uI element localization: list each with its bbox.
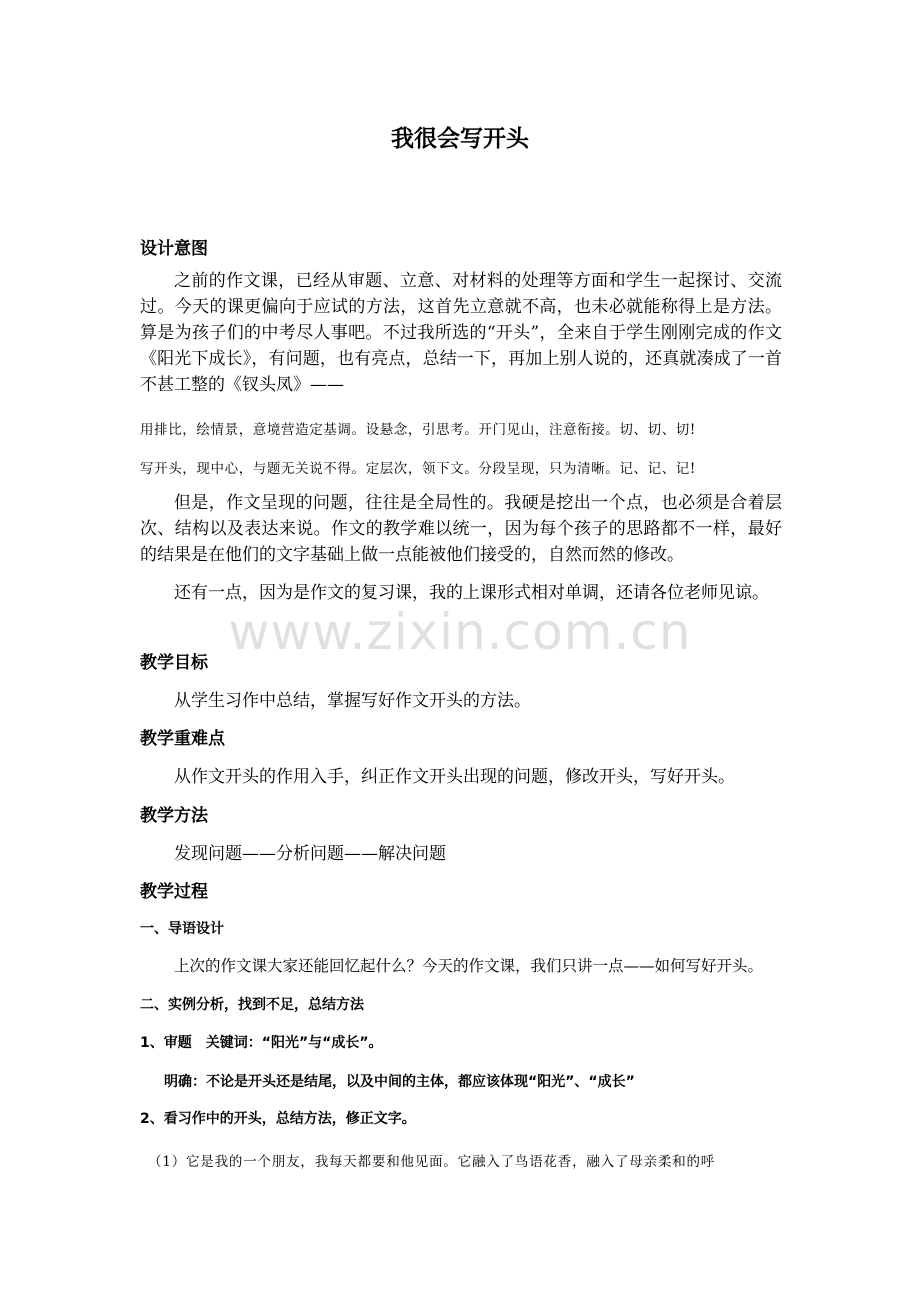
section-heading-design: 设计意图: [140, 239, 208, 259]
watermark: www.zixin.com.cn: [228, 603, 692, 661]
example-item-1: （1）它是我的一个朋友，我每天都要和他见面。它融入了鸟语花香，融入了母亲柔和的呼: [148, 1154, 716, 1170]
method-text: 发现问题——分析问题——解决问题: [174, 844, 446, 864]
section-heading-process: 教学过程: [140, 882, 208, 902]
paragraph-design-problem: 但是，作文呈现的问题，往往是全局性的。我硬是挖出一个点，也必须是合着层次、结构以及表达来说。作文的教学难以统一，因为每个孩子的思路都不一样，最好的结果是在他们的文字基础上做一点能被他们接受的，自然而然的修改。: [140, 493, 782, 565]
paragraph-design-note: 还有一点，因为是作文的复习课，我的上课形式相对单调，还请各位老师见谅。: [174, 583, 769, 603]
goal-text: 从学生习作中总结，掌握写好作文开头的方法。: [174, 691, 531, 711]
step-2-title: 2、看习作中的开头，总结方法，修正文字。: [140, 1111, 416, 1127]
poem-line-2: 写开头，现中心，与题无关说不得。定层次，领下文。分段呈现，只为清晰。记、记、记!: [140, 461, 696, 477]
step-1-note: 明确：不论是开头还是结尾，以及中间的主体，都应该体现“阳光”、“成长”: [164, 1074, 635, 1090]
intro-text: 上次的作文课大家还能回忆起什么？今天的作文课，我们只讲一点——如何写好开头。: [174, 957, 764, 975]
document-title: 我很会写开头: [391, 126, 529, 152]
paragraph-design-intro: 之前的作文课，已经从审题、立意、对材料的处理等方面和学生一起探讨、交流过。今天的课更偏向于应试的方法，这首先立意就不高，也未必就能称得上是方法。算是为孩子们的中考尽人事吧。不过我所选的“开头”，全来自于学生刚刚完成的作文《阳光下成长》，有问题，也有亮点，总结一下，再加上别人说的，还真就凑成了一首不甚工整的《钗头凤》——: [140, 271, 782, 395]
step-1-topic: 1、审题 关键词：“阳光”与“成长”。: [140, 1035, 383, 1051]
key-text: 从作文开头的作用入手，纠正作文开头出现的问题，修改开头，写好开头。: [174, 767, 735, 787]
section-heading-key: 教学重难点: [140, 729, 225, 749]
section-heading-method: 教学方法: [140, 806, 208, 826]
subheading-analysis: 二、实例分析，找到不足，总结方法: [140, 997, 364, 1013]
section-heading-goal: 教学目标: [140, 653, 208, 673]
poem-line-1: 用排比，绘情景，意境营造定基调。设悬念，引思考。开门见山，注意衔接。切、切、切!: [140, 422, 696, 438]
subheading-intro: 一、导语设计: [140, 921, 224, 937]
